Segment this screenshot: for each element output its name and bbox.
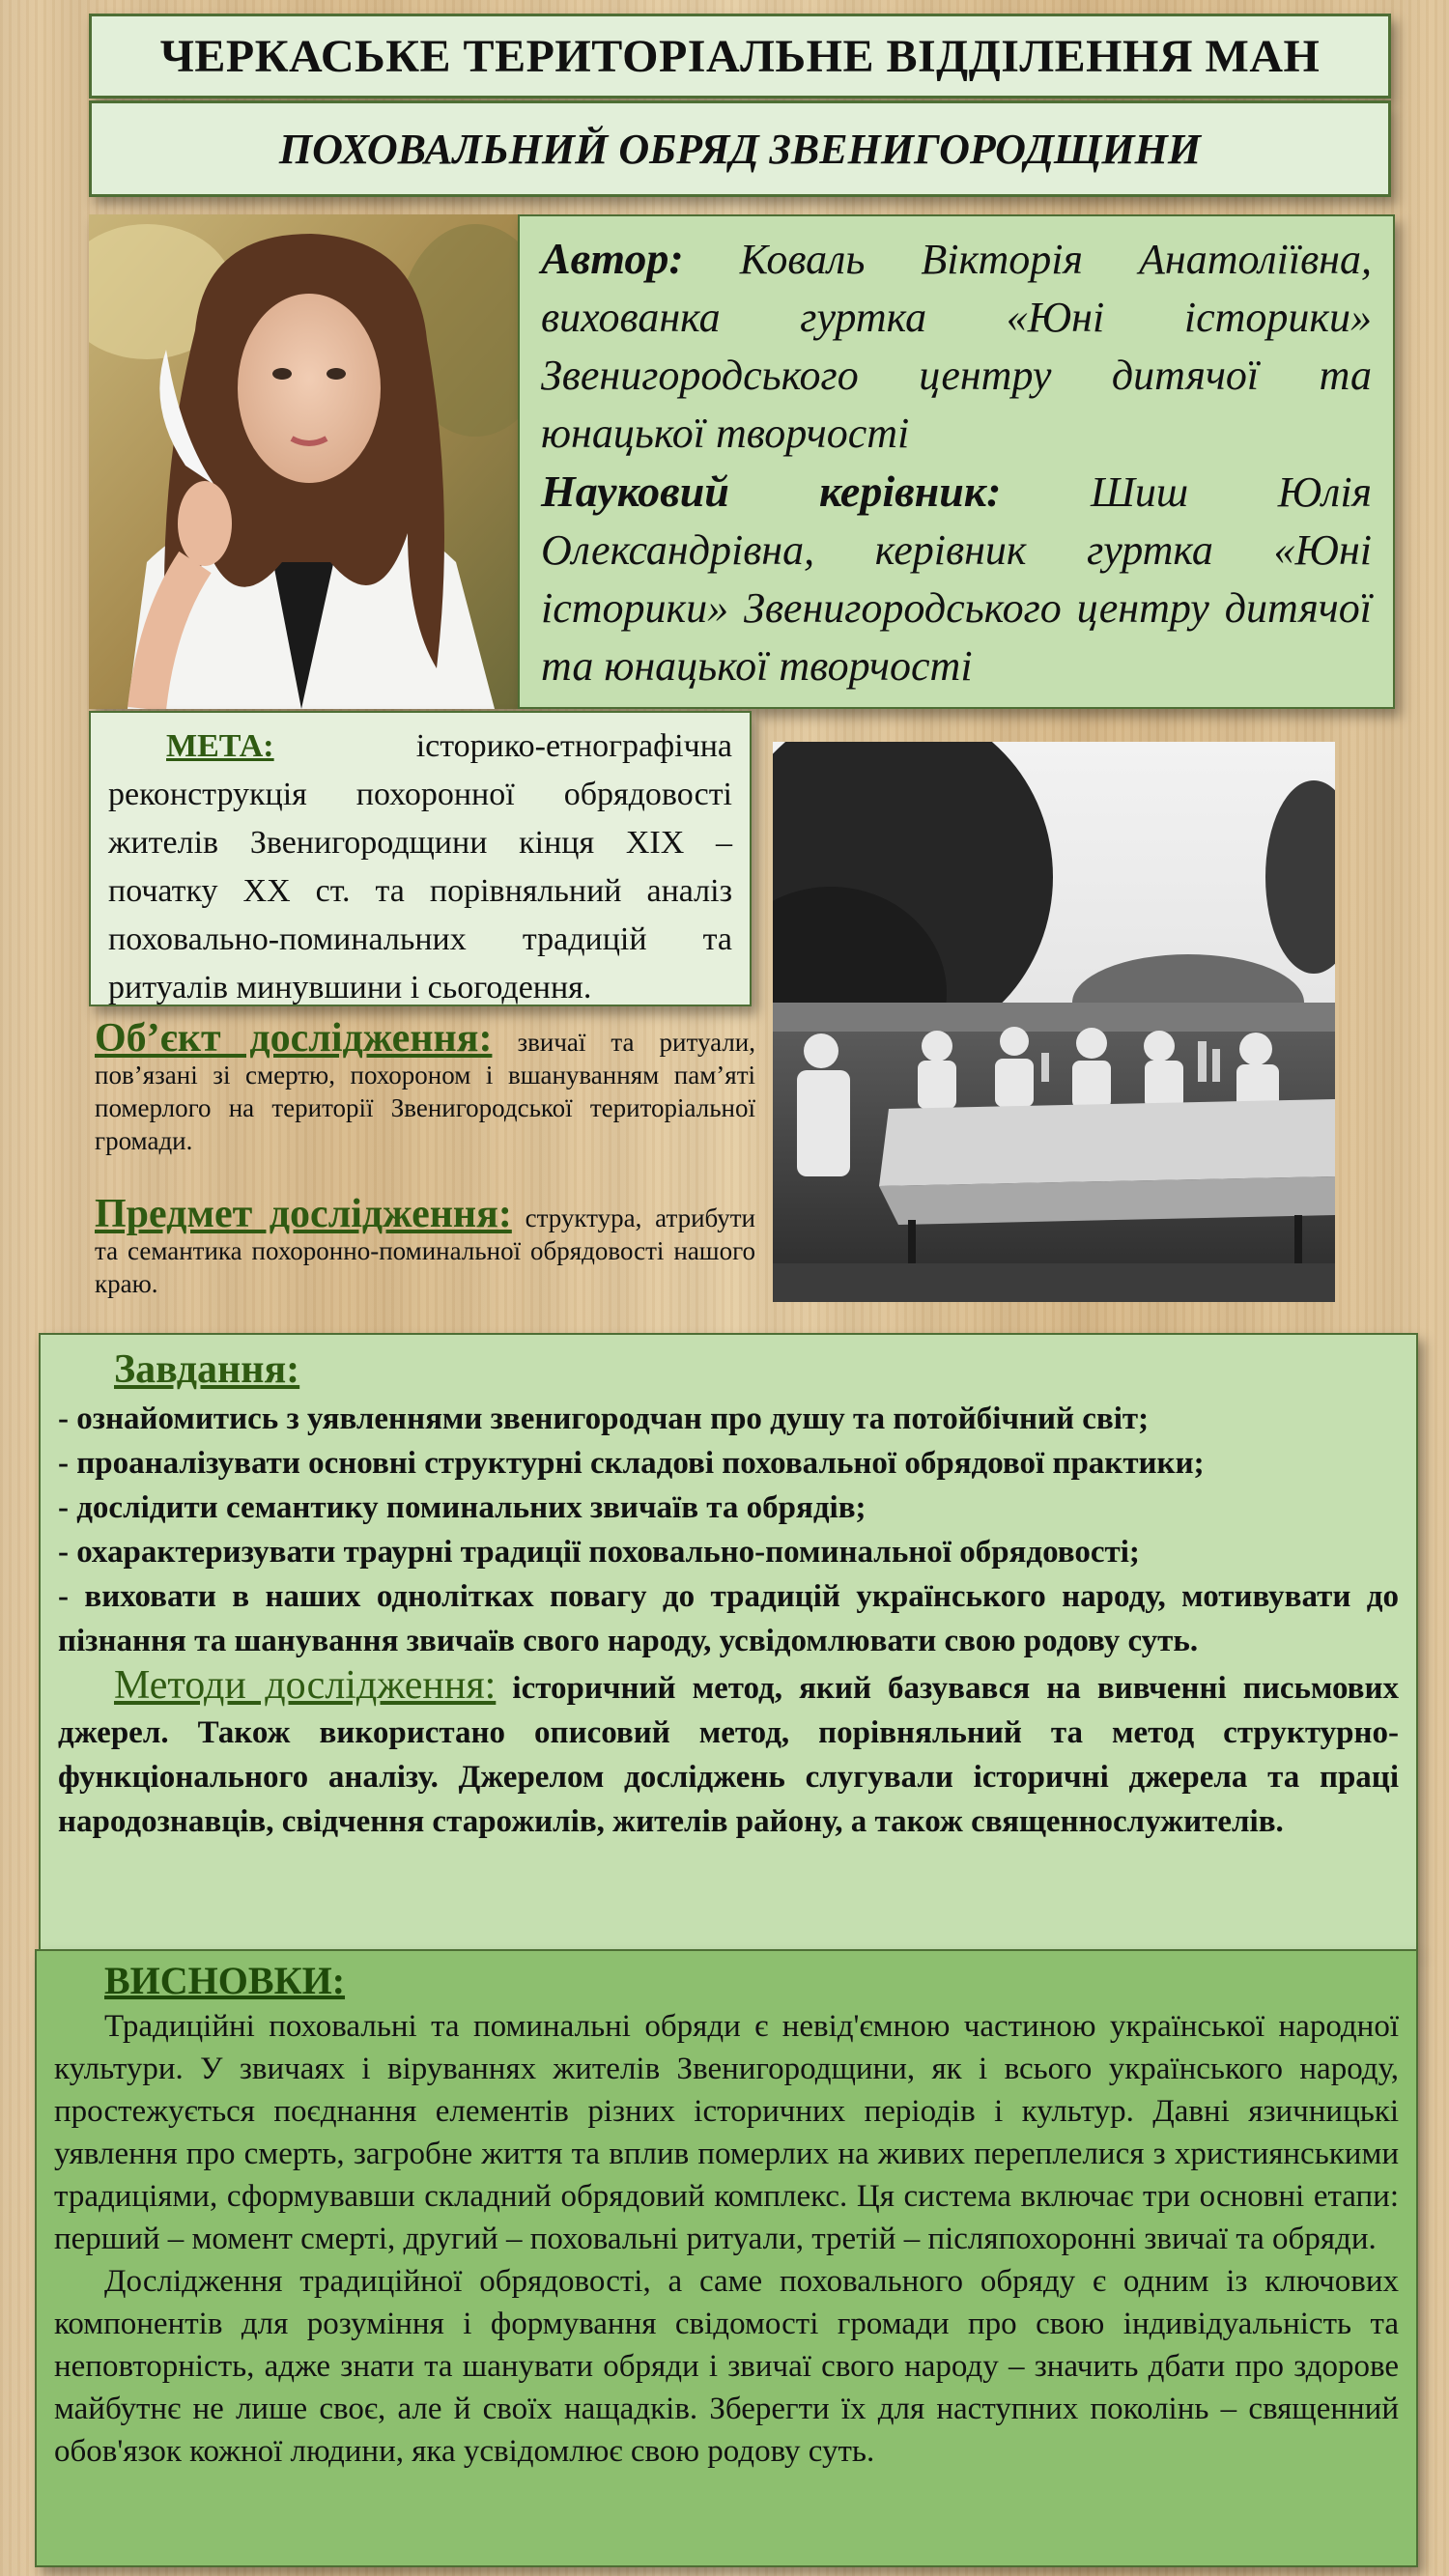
supervisor-label: Науковий керівник: <box>541 467 1002 516</box>
tasks-title-line <box>58 1345 1399 1395</box>
research-subject-block <box>95 1192 755 1300</box>
task-item: - проаналізувати основні структурні складові поховальної обрядової практики; <box>58 1446 1205 1481</box>
conclusions-paragraph: Дослідження традиційної обрядовості, а саме поховального обряду є одним із ключових компонентів для розуміння і формування свідомості громади про свою індивідуальність та неповторність, адже знати та шанувати обряди і звичаї свого народу – значить дбати про здорове майбутнє не лише своє, але й своїх нащадків. Зберегти їх для наступних поколінь – священний обов'язок кожної людини, яка усвідомлює свою родову суть. <box>54 2264 1399 2469</box>
task-item: - охарактеризувати траурні традиції поховально-поминальної обрядовості; <box>58 1535 1140 1570</box>
header-subtitle-box <box>89 100 1391 197</box>
research-object-paragraph <box>95 1016 755 1157</box>
research-object-block <box>95 1016 755 1157</box>
author-portrait-photo <box>89 214 518 709</box>
research-subject-paragraph <box>95 1192 755 1300</box>
header-title-box <box>89 14 1391 99</box>
author-paragraph <box>541 230 1372 463</box>
conclusions-box <box>35 1949 1418 2567</box>
tasks-label: Завдання: <box>114 1347 300 1392</box>
task-item: - виховати в наших однолітках повагу до традицій українського народу, мотивувати до пізнання та шанування звичаїв свого народу, усвідомлювати свою родову суть. <box>58 1579 1399 1658</box>
research-subject-label: Предмет дослідження: <box>95 1192 512 1236</box>
goal-paragraph <box>108 722 732 1012</box>
goal-box <box>89 711 752 1006</box>
research-subject-text: структура, атрибути та семантика похоронно-поминальної обрядовості нашого краю. <box>95 1203 755 1298</box>
supervisor-text: Шиш Юлія Олександрівна, керівник гуртка «Юні історики» Звенигородського центру дитячої та юнацької творчості <box>541 468 1372 690</box>
methods-text: історичний метод, який базувався на вивченні письмових джерел. Також використано описовий метод, порівняльний та метод структурно-функціонального аналізу. Джерелом досліджень слугували історичні джерела та праці народознавців, свідчення старожилів, жителів району, а також священнослужителів. <box>58 1671 1399 1839</box>
methods-label: Методи дослідження: <box>114 1663 497 1708</box>
conclusions-title-line <box>54 1957 1399 2005</box>
funeral-table-image <box>773 742 1335 1302</box>
author-label: Автор: <box>541 234 684 283</box>
conclusions-paragraph: Традиційні поховальні та поминальні обряди є невід'ємною частиною української народної культури. У звичаях і віруваннях жителів Звенигородщини, як і всього українського народу, простежується поєднання елементів різних історичних періодів і культур. Давні язичницькі уявлення про смерть, загробне життя та вплив померлих на живих переплелися з християнськими традиціями, сформувавши складний обрядовий комплекс. Ця система включає три основні етапи: перший – момент смерті, другий – поховальні ритуали, третій – післяпохоронні звичаї та обряди. <box>54 2009 1399 2256</box>
goal-label: МЕТА: <box>166 728 274 764</box>
goal-text: історико-етнографічна реконструкція похоронної обрядовості жителів Звенигородщини кінця XIX – початку XX ст. та порівняльний аналіз поховально-поминальних традицій та ритуалів минувшини і сьогодення. <box>108 728 732 1005</box>
research-object-label: Об’єкт дослідження: <box>95 1016 493 1061</box>
author-text: Коваль Вікторія Анатоліївна, вихованка гуртка «Юні історики» Звенигородського центру дитячої та юнацької творчості <box>541 236 1372 457</box>
author-info-box <box>518 214 1395 709</box>
research-object-text: звичаї та ритуали, пов’язані зі смертю, похороном і вшануванням пам’яті померлого на території Звенигородської територіальної громади. <box>95 1028 755 1155</box>
methods-paragraph <box>58 1663 1399 1844</box>
supervisor-paragraph <box>541 463 1372 695</box>
tasks-list <box>58 1397 1399 1663</box>
task-item: - дослідити семантику поминальних звичаїв та обрядів; <box>58 1490 867 1525</box>
header-subtitle: ПОХОВАЛЬНИЙ ОБРЯД ЗВЕНИГОРОДЩИНИ <box>278 125 1202 173</box>
funeral-table-photo <box>773 742 1335 1302</box>
portrait-image <box>89 214 518 709</box>
task-item: - ознайомитись з уявленнями звенигородчан про душу та потойбічний світ; <box>58 1401 1150 1436</box>
header-title: ЧЕРКАСЬКЕ ТЕРИТОРІАЛЬНЕ ВІДДІЛЕННЯ МАН <box>159 30 1321 82</box>
tasks-box <box>39 1333 1418 1951</box>
conclusions-label: ВИСНОВКИ: <box>104 1959 346 2002</box>
